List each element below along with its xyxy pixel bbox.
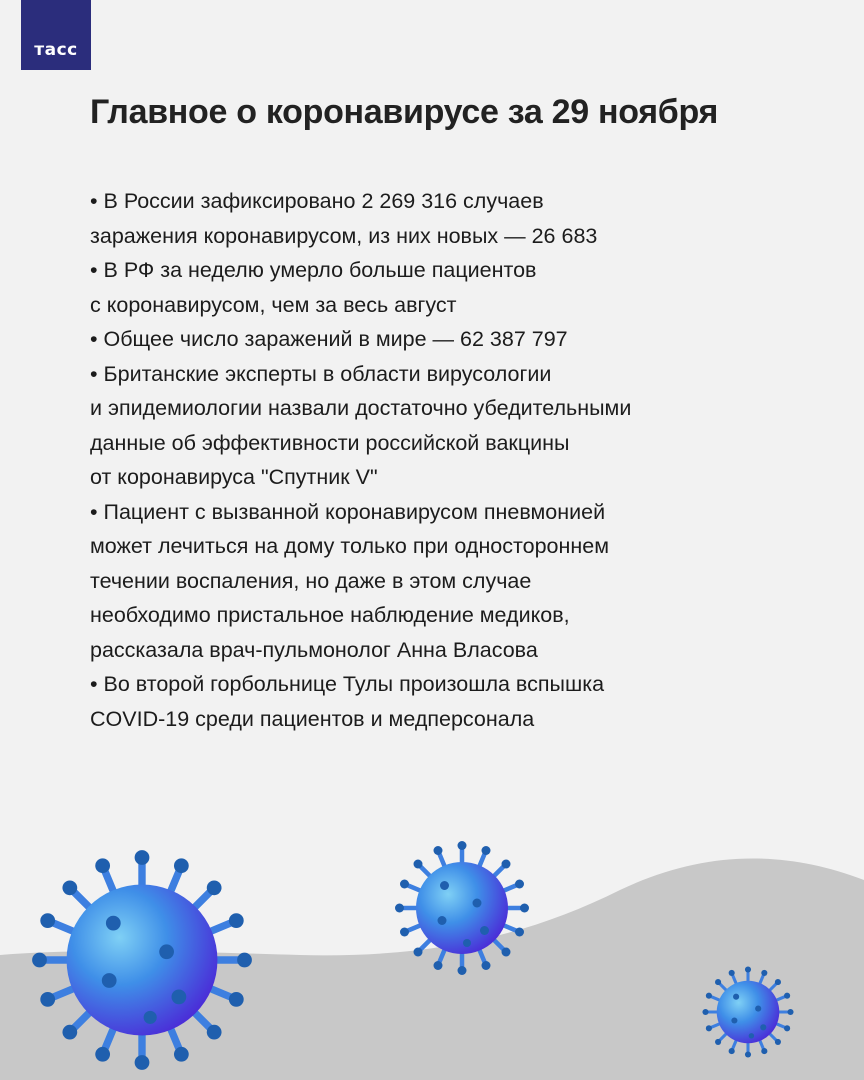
news-line: рассказала врач-пульмонолог Анна Власова [90, 637, 538, 662]
logo-text: тасс [34, 40, 78, 60]
news-line: течении воспаления, но даже в этом случае [90, 568, 532, 593]
news-line: и эпидемиологии назвали достаточно убедительными [90, 396, 632, 420]
news-line: заражения коронавирусом, из них новых — 26 683 [90, 223, 598, 248]
news-line: от коронавируса "Спутник V" [90, 465, 378, 489]
page-title: Главное о коронавирусе за 29 ноября [90, 93, 719, 131]
news-line: необходимо пристальное наблюдение медиков, [90, 603, 570, 627]
news-line: с коронавирусом, чем за весь август [90, 292, 457, 317]
news-line: • Во второй горбольнице Тулы произошла вспышка [90, 672, 605, 696]
news-line: данные об эффективности российской вакцины [90, 430, 570, 455]
news-line: • Общее число заражений в мире — 62 387 797 [90, 327, 568, 351]
news-line: • В РФ за неделю умерло больше пациентов [90, 258, 537, 282]
news-line: COVID-19 среди пациентов и медперсонала [90, 706, 535, 731]
news-line: может лечиться на дому только при одностороннем [90, 534, 609, 558]
virus-icon-medium [395, 841, 529, 975]
news-line: • Пациент с вызванной коронавирусом пневмонией [90, 499, 606, 524]
news-line: • Британские эксперты в области вирусологии [90, 361, 552, 386]
virus-icon-large [32, 850, 252, 1070]
news-line: • В России зафиксировано 2 269 316 случаев [90, 189, 544, 213]
virus-icon-small [702, 966, 793, 1057]
